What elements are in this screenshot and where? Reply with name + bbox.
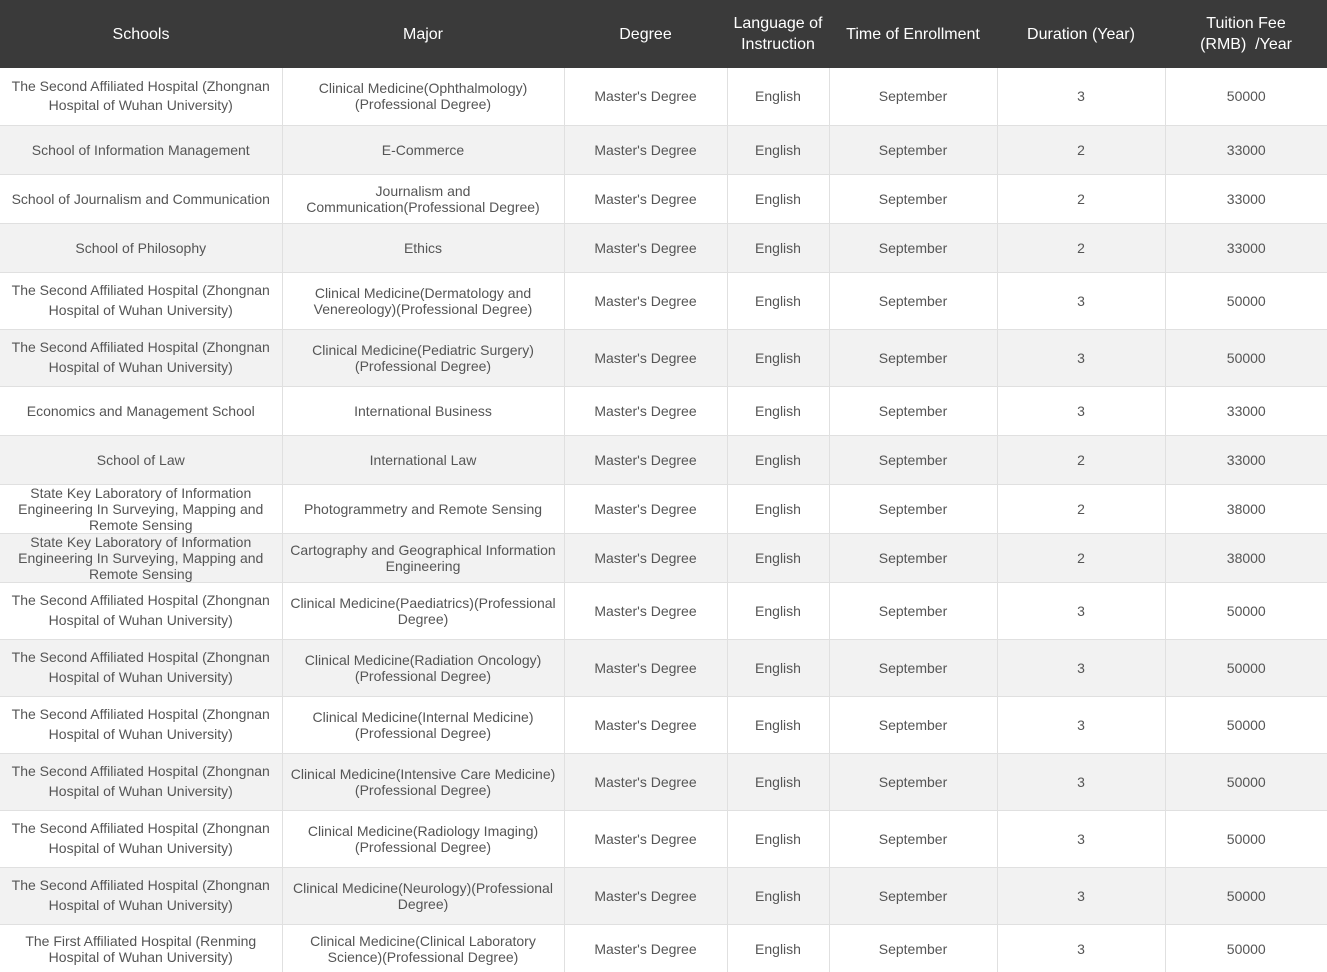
header-language-line2: Instruction (741, 36, 815, 53)
header-tuition (1165, 0, 1327, 68)
school-cell: The First Affiliated Hospital (Renming Hospital of Wuhan University) (0, 924, 282, 972)
enrollment-cell: September (829, 810, 997, 867)
table-row (0, 582, 1327, 639)
table-row (0, 924, 1327, 972)
table-row (0, 435, 1327, 484)
duration-cell: 2 (997, 435, 1165, 484)
header-schools: Schools (0, 0, 282, 68)
language-cell: English (727, 582, 829, 639)
degree-cell: Master's Degree (564, 867, 727, 924)
enrollment-cell: September (829, 435, 997, 484)
tuition-cell: 38000 (1165, 533, 1327, 582)
major-cell: Clinical Medicine(Ophthalmology)(Professional Degree) (282, 68, 564, 125)
language-cell: English (727, 533, 829, 582)
language-cell: English (727, 223, 829, 272)
duration-cell: 2 (997, 533, 1165, 582)
enrollment-cell: September (829, 924, 997, 972)
enrollment-cell: September (829, 582, 997, 639)
major-cell: Clinical Medicine(Dermatology and Venereology)(Professional Degree) (282, 272, 564, 329)
tuition-cell: 33000 (1165, 125, 1327, 174)
tuition-cell: 50000 (1165, 753, 1327, 810)
table-row (0, 867, 1327, 924)
major-cell: Clinical Medicine(Pediatric Surgery)(Professional Degree) (282, 329, 564, 386)
duration-cell: 2 (997, 174, 1165, 223)
degree-cell: Master's Degree (564, 533, 727, 582)
duration-cell: 2 (997, 223, 1165, 272)
header-major: Major (282, 0, 564, 68)
table-row (0, 223, 1327, 272)
degree-cell: Master's Degree (564, 435, 727, 484)
header-duration: Duration (Year) (997, 0, 1165, 68)
degree-cell: Master's Degree (564, 810, 727, 867)
table-row (0, 329, 1327, 386)
school-cell: School of Philosophy (0, 223, 282, 272)
tuition-cell: 50000 (1165, 810, 1327, 867)
school-cell: The Second Affiliated Hospital (Zhongnan Hospital of Wuhan University) (0, 329, 282, 386)
language-cell: English (727, 484, 829, 533)
tuition-cell: 50000 (1165, 867, 1327, 924)
major-cell: Clinical Medicine(Neurology)(Professional Degree) (282, 867, 564, 924)
duration-cell: 3 (997, 582, 1165, 639)
major-cell: Clinical Medicine(Internal Medicine)(Professional Degree) (282, 696, 564, 753)
language-cell: English (727, 810, 829, 867)
enrollment-cell: September (829, 867, 997, 924)
language-cell: English (727, 639, 829, 696)
language-cell: English (727, 696, 829, 753)
major-cell: Photogrammetry and Remote Sensing (282, 484, 564, 533)
header-language-line1: Language of (733, 15, 823, 32)
table-row (0, 125, 1327, 174)
header-degree: Degree (564, 0, 727, 68)
school-cell: State Key Laboratory of Information Engineering In Surveying, Mapping and Remote Sensing (0, 484, 282, 533)
tuition-cell: 50000 (1165, 329, 1327, 386)
table-row (0, 386, 1327, 435)
duration-cell: 3 (997, 810, 1165, 867)
duration-cell: 3 (997, 386, 1165, 435)
header-tuition-line2: (RMB) /Year (1200, 36, 1292, 53)
degree-cell: Master's Degree (564, 753, 727, 810)
tuition-cell: 50000 (1165, 68, 1327, 125)
major-cell: Cartography and Geographical Information Engineering (282, 533, 564, 582)
language-cell: English (727, 435, 829, 484)
language-cell: English (727, 125, 829, 174)
major-cell: E-Commerce (282, 125, 564, 174)
enrollment-cell: September (829, 696, 997, 753)
degree-cell: Master's Degree (564, 696, 727, 753)
tuition-cell: 50000 (1165, 582, 1327, 639)
tuition-cell: 33000 (1165, 223, 1327, 272)
school-cell: The Second Affiliated Hospital (Zhongnan Hospital of Wuhan University) (0, 696, 282, 753)
enrollment-cell: September (829, 174, 997, 223)
language-cell: English (727, 68, 829, 125)
school-cell: State Key Laboratory of Information Engineering In Surveying, Mapping and Remote Sensing (0, 533, 282, 582)
tuition-cell: 38000 (1165, 484, 1327, 533)
table-row (0, 639, 1327, 696)
table-row (0, 68, 1327, 125)
school-cell: School of Law (0, 435, 282, 484)
major-cell: Clinical Medicine(Clinical Laboratory Science)(Professional Degree) (282, 924, 564, 972)
table-row (0, 174, 1327, 223)
language-cell: English (727, 867, 829, 924)
school-cell: The Second Affiliated Hospital (Zhongnan Hospital of Wuhan University) (0, 753, 282, 810)
school-cell: School of Journalism and Communication (0, 174, 282, 223)
enrollment-cell: September (829, 223, 997, 272)
major-cell: International Business (282, 386, 564, 435)
header-tuition-line1: Tuition Fee (1206, 15, 1286, 32)
header-language (727, 0, 829, 68)
table-body (0, 68, 1327, 972)
language-cell: English (727, 272, 829, 329)
language-cell: English (727, 924, 829, 972)
major-cell: Clinical Medicine(Radiology Imaging)(Professional Degree) (282, 810, 564, 867)
duration-cell: 3 (997, 924, 1165, 972)
enrollment-cell: September (829, 329, 997, 386)
duration-cell: 3 (997, 867, 1165, 924)
degree-cell: Master's Degree (564, 329, 727, 386)
tuition-cell: 50000 (1165, 272, 1327, 329)
duration-cell: 2 (997, 484, 1165, 533)
enrollment-cell: September (829, 125, 997, 174)
language-cell: English (727, 174, 829, 223)
duration-cell: 3 (997, 329, 1165, 386)
tuition-cell: 50000 (1165, 696, 1327, 753)
major-cell: Clinical Medicine(Radiation Oncology)(Professional Degree) (282, 639, 564, 696)
school-cell: The Second Affiliated Hospital (Zhongnan Hospital of Wuhan University) (0, 272, 282, 329)
degree-cell: Master's Degree (564, 223, 727, 272)
degree-cell: Master's Degree (564, 924, 727, 972)
school-cell: School of Information Management (0, 125, 282, 174)
degree-cell: Master's Degree (564, 174, 727, 223)
duration-cell: 3 (997, 272, 1165, 329)
table-row (0, 810, 1327, 867)
table-header (0, 0, 1327, 68)
degree-cell: Master's Degree (564, 582, 727, 639)
school-cell: The Second Affiliated Hospital (Zhongnan Hospital of Wuhan University) (0, 810, 282, 867)
degree-cell: Master's Degree (564, 68, 727, 125)
major-cell: Clinical Medicine(Paediatrics)(Professional Degree) (282, 582, 564, 639)
degree-cell: Master's Degree (564, 272, 727, 329)
tuition-cell: 50000 (1165, 639, 1327, 696)
header-row (0, 0, 1327, 68)
language-cell: English (727, 753, 829, 810)
enrollment-cell: September (829, 533, 997, 582)
table-row (0, 484, 1327, 533)
language-cell: English (727, 386, 829, 435)
enrollment-cell: September (829, 484, 997, 533)
major-cell: Clinical Medicine(Intensive Care Medicine)(Professional Degree) (282, 753, 564, 810)
major-cell: Ethics (282, 223, 564, 272)
school-cell: Economics and Management School (0, 386, 282, 435)
duration-cell: 3 (997, 753, 1165, 810)
header-enrollment: Time of Enrollment (829, 0, 997, 68)
language-cell: English (727, 329, 829, 386)
enrollment-cell: September (829, 753, 997, 810)
tuition-cell: 33000 (1165, 174, 1327, 223)
tuition-cell: 33000 (1165, 435, 1327, 484)
degree-cell: Master's Degree (564, 484, 727, 533)
enrollment-cell: September (829, 68, 997, 125)
school-cell: The Second Affiliated Hospital (Zhongnan Hospital of Wuhan University) (0, 867, 282, 924)
degree-cell: Master's Degree (564, 639, 727, 696)
degree-cell: Master's Degree (564, 125, 727, 174)
enrollment-cell: September (829, 272, 997, 329)
tuition-cell: 50000 (1165, 924, 1327, 972)
school-cell: The Second Affiliated Hospital (Zhongnan Hospital of Wuhan University) (0, 582, 282, 639)
duration-cell: 3 (997, 68, 1165, 125)
degree-cell: Master's Degree (564, 386, 727, 435)
table-row (0, 696, 1327, 753)
table-row (0, 533, 1327, 582)
duration-cell: 3 (997, 639, 1165, 696)
major-cell: International Law (282, 435, 564, 484)
school-cell: The Second Affiliated Hospital (Zhongnan Hospital of Wuhan University) (0, 68, 282, 125)
enrollment-cell: September (829, 386, 997, 435)
table-row (0, 272, 1327, 329)
duration-cell: 3 (997, 696, 1165, 753)
school-cell: The Second Affiliated Hospital (Zhongnan Hospital of Wuhan University) (0, 639, 282, 696)
major-cell: Journalism and Communication(Professional Degree) (282, 174, 564, 223)
tuition-cell: 33000 (1165, 386, 1327, 435)
enrollment-cell: September (829, 639, 997, 696)
table-row (0, 753, 1327, 810)
duration-cell: 2 (997, 125, 1165, 174)
